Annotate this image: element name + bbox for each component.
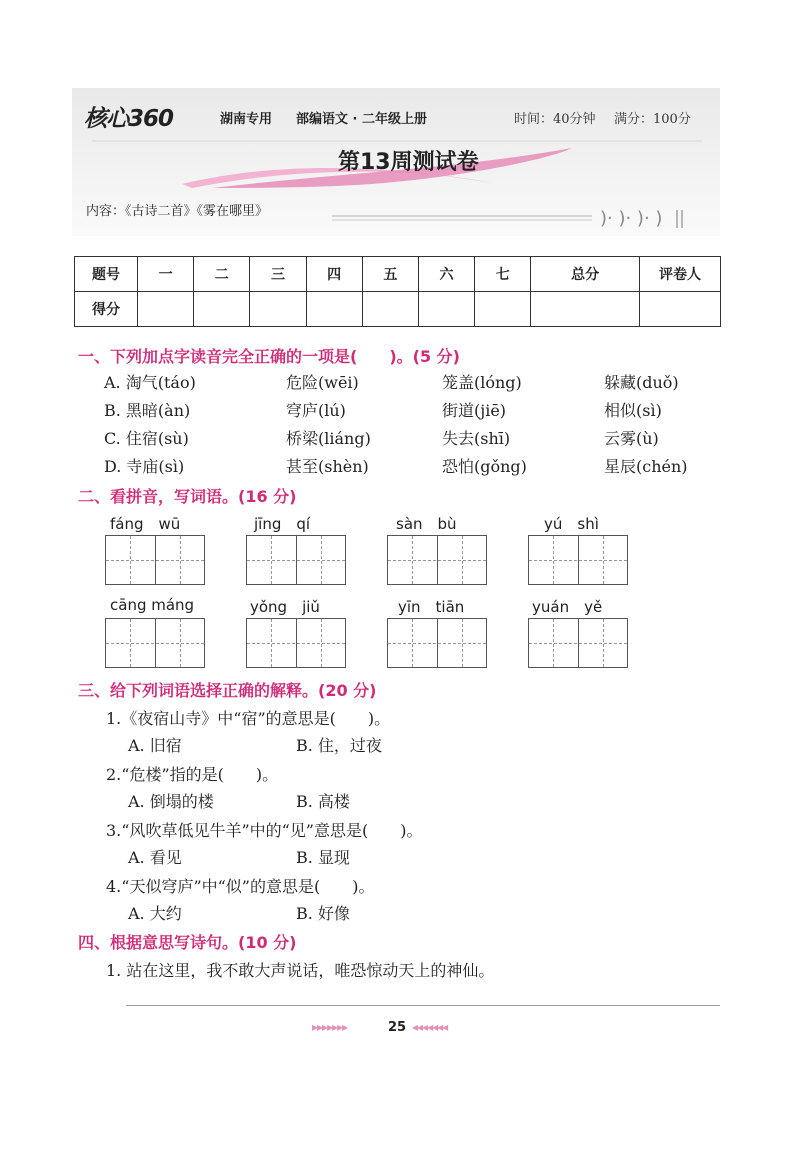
table-cell: 评卷人 — [640, 257, 721, 292]
choice-b[interactable]: B. 显现 — [296, 848, 350, 867]
score-entry[interactable] — [640, 292, 721, 327]
option-b-4: 相似(sì) — [604, 401, 662, 420]
table-cell: 一 — [138, 257, 194, 292]
option-a-4: 躲藏(duǒ) — [604, 373, 679, 392]
option-a-1: A. 淘气(táo) — [104, 373, 196, 392]
score-table-score-row — [75, 292, 721, 327]
writing-grid[interactable] — [246, 535, 346, 585]
pinyin-label: yuán yě — [532, 598, 603, 616]
time-label: 时间：40分钟 — [514, 112, 596, 127]
score-entry[interactable] — [475, 292, 531, 327]
pinyin-label: yú shì — [544, 515, 599, 533]
score-entry[interactable] — [362, 292, 418, 327]
pinyin-label: yīn tiān — [398, 598, 465, 616]
table-cell: 总分 — [531, 257, 640, 292]
option-b-3: 街道(jiē) — [442, 401, 507, 420]
section-4-title: 四、根据意思写诗句。(10 分) — [78, 933, 297, 952]
writing-grid[interactable] — [528, 535, 628, 585]
pinyin-label: sàn bù — [396, 515, 457, 533]
option-c-1: C. 住宿(sù) — [104, 429, 189, 448]
option-b-1: B. 黑暗(àn) — [104, 401, 191, 420]
writing-grid[interactable] — [105, 618, 205, 668]
option-d-4: 星辰(chén) — [604, 457, 688, 476]
score-entry[interactable] — [306, 292, 362, 327]
table-cell: 二 — [194, 257, 250, 292]
score-entry[interactable] — [138, 292, 194, 327]
footer-divider — [126, 1005, 720, 1006]
score-entry[interactable] — [250, 292, 306, 327]
option-d-3: 恐怕(gǒng) — [442, 457, 527, 476]
page-title: 第13周测试卷 — [338, 150, 479, 175]
table-cell: 题号 — [75, 257, 138, 292]
question-4: 4.“天似穹庐”中“似”的意思是( )。 — [106, 877, 375, 896]
option-a-2: 危险(wēi) — [286, 373, 359, 392]
writing-grid[interactable] — [246, 618, 346, 668]
option-b-2: 穹庐(lú) — [286, 401, 346, 420]
content-label: 内容：《古诗二首》《雾在哪里》 — [86, 204, 269, 219]
choice-a[interactable]: A. 大约 — [128, 904, 182, 923]
table-cell: 三 — [250, 257, 306, 292]
table-cell: 七 — [475, 257, 531, 292]
question-3: 3.“风吹草低见牛羊”中的“见”意思是( )。 — [106, 821, 423, 840]
subject-label: 部编语文 · 二年级上册 — [296, 112, 427, 127]
left-arrows-icon: ▸▸▸▸▸▸▸ — [312, 1020, 348, 1034]
section-2-title: 二、看拼音，写词语。(16 分) — [78, 487, 297, 506]
pinyin-label: fáng wū — [110, 515, 181, 533]
writing-grid[interactable] — [387, 535, 487, 585]
page-number: 25 — [388, 1020, 407, 1035]
writing-grid[interactable] — [105, 535, 205, 585]
question-1: 1. 站在这里，我不敢大声说话，唯恐惊动天上的神仙。 — [106, 961, 495, 980]
score-entry[interactable] — [418, 292, 474, 327]
brand-logo: 核心360 — [84, 106, 174, 132]
option-a-3: 笼盖(lóng) — [442, 373, 522, 392]
choice-b[interactable]: B. 高楼 — [296, 792, 350, 811]
choice-b[interactable]: B. 住，过夜 — [296, 736, 382, 755]
table-cell: 得分 — [75, 292, 138, 327]
option-c-2: 桥梁(liáng) — [286, 429, 371, 448]
choice-a[interactable]: A. 看见 — [128, 848, 182, 867]
option-d-1: D. 寺庙(sì) — [104, 457, 185, 476]
choice-b[interactable]: B. 好像 — [296, 904, 350, 923]
writing-grid[interactable] — [387, 618, 487, 668]
score-table-header-row — [75, 257, 721, 292]
question-1: 1.《夜宿山寺》中“宿”的意思是( )。 — [106, 709, 391, 728]
right-arrows-icon: ◂◂◂◂◂◂◂ — [412, 1020, 448, 1034]
pinyin-label: cāng máng — [110, 596, 195, 614]
writing-grid[interactable] — [528, 618, 628, 668]
section-3-title: 三、给下列词语选择正确的解释。(20 分) — [78, 681, 377, 700]
table-cell: 六 — [418, 257, 474, 292]
full-score-label: 满分：100分 — [614, 112, 691, 127]
choice-a[interactable]: A. 倒塌的楼 — [128, 792, 214, 811]
score-table — [74, 256, 721, 327]
question-2: 2.“危楼”指的是( )。 — [106, 765, 279, 784]
table-cell: 四 — [306, 257, 362, 292]
svg-text:)· )· )· ): )· )· )· ) — [600, 208, 663, 229]
region-label: 湖南专用 — [220, 112, 273, 127]
option-c-3: 失去(shī) — [442, 429, 511, 448]
score-entry[interactable] — [531, 292, 640, 327]
choice-a[interactable]: A. 旧宿 — [128, 736, 182, 755]
option-c-4: 云雾(ù) — [604, 429, 659, 448]
table-cell: 五 — [362, 257, 418, 292]
score-entry[interactable] — [194, 292, 250, 327]
section-1-title: 一、下列加点字读音完全正确的一项是( )。(5 分) — [78, 347, 460, 366]
pinyin-label: jīng qí — [254, 515, 311, 533]
pinyin-label: yǒng jiǔ — [250, 598, 320, 616]
option-d-2: 甚至(shèn) — [286, 457, 369, 476]
